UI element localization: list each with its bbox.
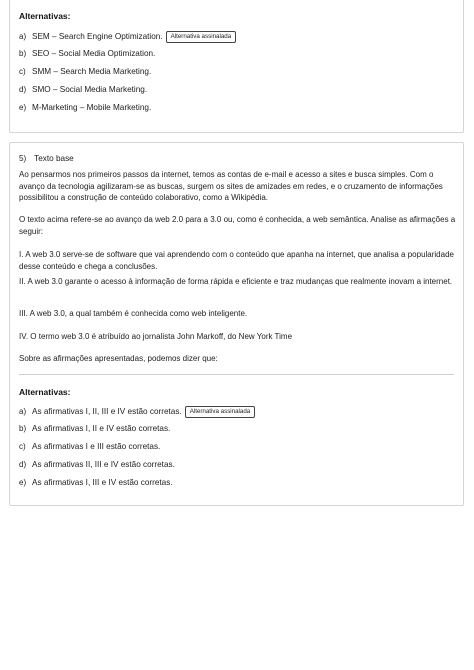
affirmation-4: IV. O termo web 3.0 é atribuído ao jornalista John Markoff, do New York Time [19,332,293,341]
option-letter: c) [19,442,26,451]
option-letter: a) [19,32,27,41]
question-statement: O texto acima refere-se ao avanço da web 2.0 para a 3.0 ou, como é conhecida, a web semântica. Analise as afirmações a seguir: [19,215,456,236]
option-letter: d) [19,460,27,469]
option-e[interactable] [19,478,173,487]
option-letter: e) [19,478,27,487]
option-d[interactable] [19,460,175,469]
option-letter: a) [19,407,27,416]
question-label: Texto base [34,154,74,163]
question-4-card [9,0,464,133]
option-text: As afirmativas I, II e IV estão corretas. [32,424,171,433]
option-d[interactable] [19,85,147,94]
option-text: As afirmativas II, III e IV estão corretas. [32,460,175,469]
question-prompt: Sobre as afirmações apresentadas, podemos dizer que: [19,354,218,363]
affirmation-1: I. A web 3.0 serve-se de software que vai aprendendo com o conteúdo que apanha na internet, que analisa a popularidade desse conteúdo e chega a conclusões. [19,250,454,271]
affirmation-3: III. A web 3.0, a qual também é conhecida como web inteligente. [19,309,248,318]
option-text: SEM – Search Engine Optimization. [32,32,163,41]
option-letter: b) [19,49,27,58]
option-text: SMM – Search Media Marketing. [32,67,152,76]
option-text: As afirmativas I e III estão corretas. [32,442,161,451]
option-b[interactable] [19,49,155,58]
option-c[interactable] [19,442,160,451]
option-b[interactable] [19,424,170,433]
question-5-card [9,142,464,506]
selected-badge: Alternativa assinalada [185,406,256,418]
option-text: SMO – Social Media Marketing. [32,85,148,94]
option-c[interactable] [19,67,151,76]
option-text: As afirmativas I, III e IV estão corretas. [32,478,173,487]
option-a[interactable] [19,406,255,418]
option-text: M-Marketing – Mobile Marketing. [32,103,152,112]
option-a[interactable] [19,31,236,43]
base-text-paragraph: Ao pensarmos nos primeiros passos da internet, temos as contas de e-mail e acesso a sites e busca simples. Com o avanço da tecnologia agilizaram-se as buscas, surgem os sites de amizades em redes, e o cruzamento de informações possibilitou a construção de conteúdo colaborativo, como a Wikipédia. [19,170,443,202]
option-text: SEO – Social Media Optimization. [32,49,156,58]
option-letter: b) [19,424,27,433]
selected-badge: Alternativa assinalada [166,31,237,43]
alternatives-title: Alternativas: [19,11,71,21]
question-header [19,154,74,163]
alternatives-title: Alternativas: [19,387,71,397]
question-number: 5) [19,154,27,163]
option-text: As afirmativas I, II, III e IV estão corretas. [32,407,182,416]
option-letter: d) [19,85,27,94]
option-e[interactable] [19,103,151,112]
option-letter: c) [19,67,26,76]
affirmation-2: II. A web 3.0 garante o acesso à informação de forma rápida e eficiente e traz mudanças que realmente inovam a internet. [19,277,453,286]
divider [19,374,454,375]
option-letter: e) [19,103,27,112]
